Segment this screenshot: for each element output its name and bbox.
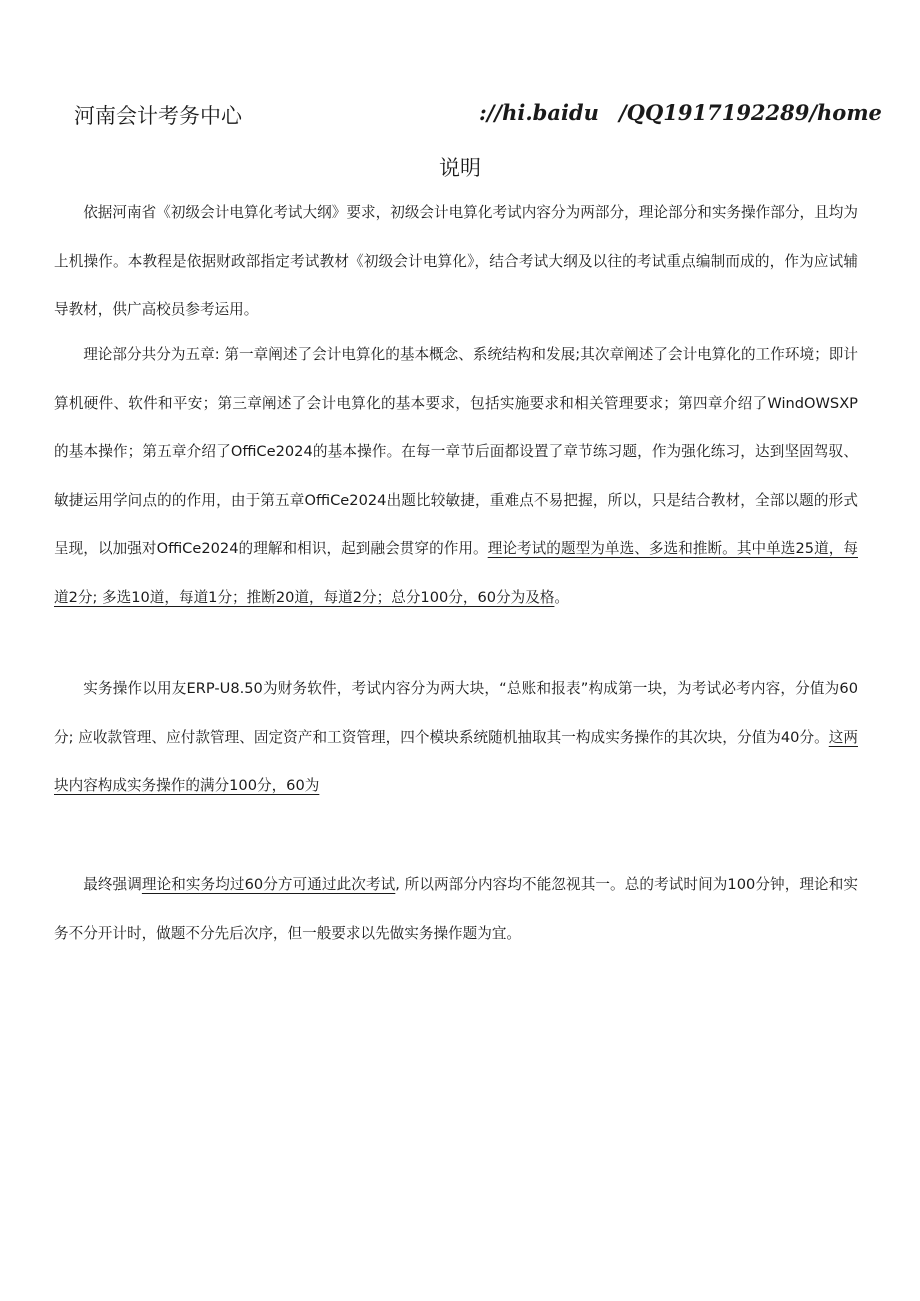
theory-chapters-text: 理论部分共分为五章: 第一章阐述了会计电算化的基本概念、系统结构和发展;其次章阐述了会计电算化的工作环境；即计算机硬件、软件和平安；第三章阐述了会计电算化的基本要求，包括实施要求和相关管理要求；第四章介绍了WindOWSXP的基本操作；第五章介绍了OffiCe2024的基本操作。在每一章节后面都设置了章节练习题，作为强化练习，达到坚固驾驭、敏捷运用学问点的的作用，由于第五章OffiCe2024出题比较敏捷，重难点不易把握，所以，只是结合教材，全部以题的形式呈现，以加强对OffiCe2024的理解和相识，起到融会贯穿的作用。 xyxy=(54,346,858,557)
practice-text: 实务操作以用友ERP-U8.50为财务软件，考试内容分为两大块，“总账和报表”构成第一块，为考试必考内容，分值为60分; 应收款管理、应付款管理、固定资产和工资管理，四个模块系统随机抽取其一构成实务操作的其次块，分值为40分。 xyxy=(54,680,858,746)
paragraph-theory-section xyxy=(54,331,858,622)
theory-end-punct: 。 xyxy=(554,588,570,606)
header-url-part1: ://hi.baidu xyxy=(479,100,599,125)
paragraph-practice-section xyxy=(54,665,858,811)
header-org-name: 河南会计考务中心 xyxy=(74,104,242,128)
paragraph-exam-intro: 依据河南省《初级会计电算化考试大纲》要求，初级会计电算化考试内容分为两部分，理论部分和实务操作部分，且均为上机操作。本教程是依据财政部指定考试教材《初级会计电算化》，结合考试大纲及以往的考试重点编制而成的，作为应试辅导教材，供广高校员参考运用。 xyxy=(54,204,858,318)
final-note-start: 最终强调 xyxy=(83,876,142,893)
document-title: 说明 xyxy=(439,156,481,180)
final-note-rest: , 所以两部分内容均不能忽视其一。总的考试时间为100分钟，理论和实务不分开计时，做题不分先后次序，但一般要求以先做实务操作题为宜。 xyxy=(54,876,858,942)
paragraph-final-note xyxy=(54,861,858,958)
page-header xyxy=(74,98,882,132)
practice-score-underlined: 这两块内容构成实务操作的满分100分，60为 xyxy=(54,728,858,794)
header-url-part2: /QQ1917192289/home xyxy=(619,100,882,125)
theory-question-types-underlined: 理论考试的题型为单选、多选和推断。其中单选25道，每道2分; 多选10道，每道1分；推断20道，每道2分；总分100分，60分为及格 xyxy=(54,540,858,606)
final-note-underlined: 理论和实务均过60分方可通过此次考试 xyxy=(141,876,396,893)
